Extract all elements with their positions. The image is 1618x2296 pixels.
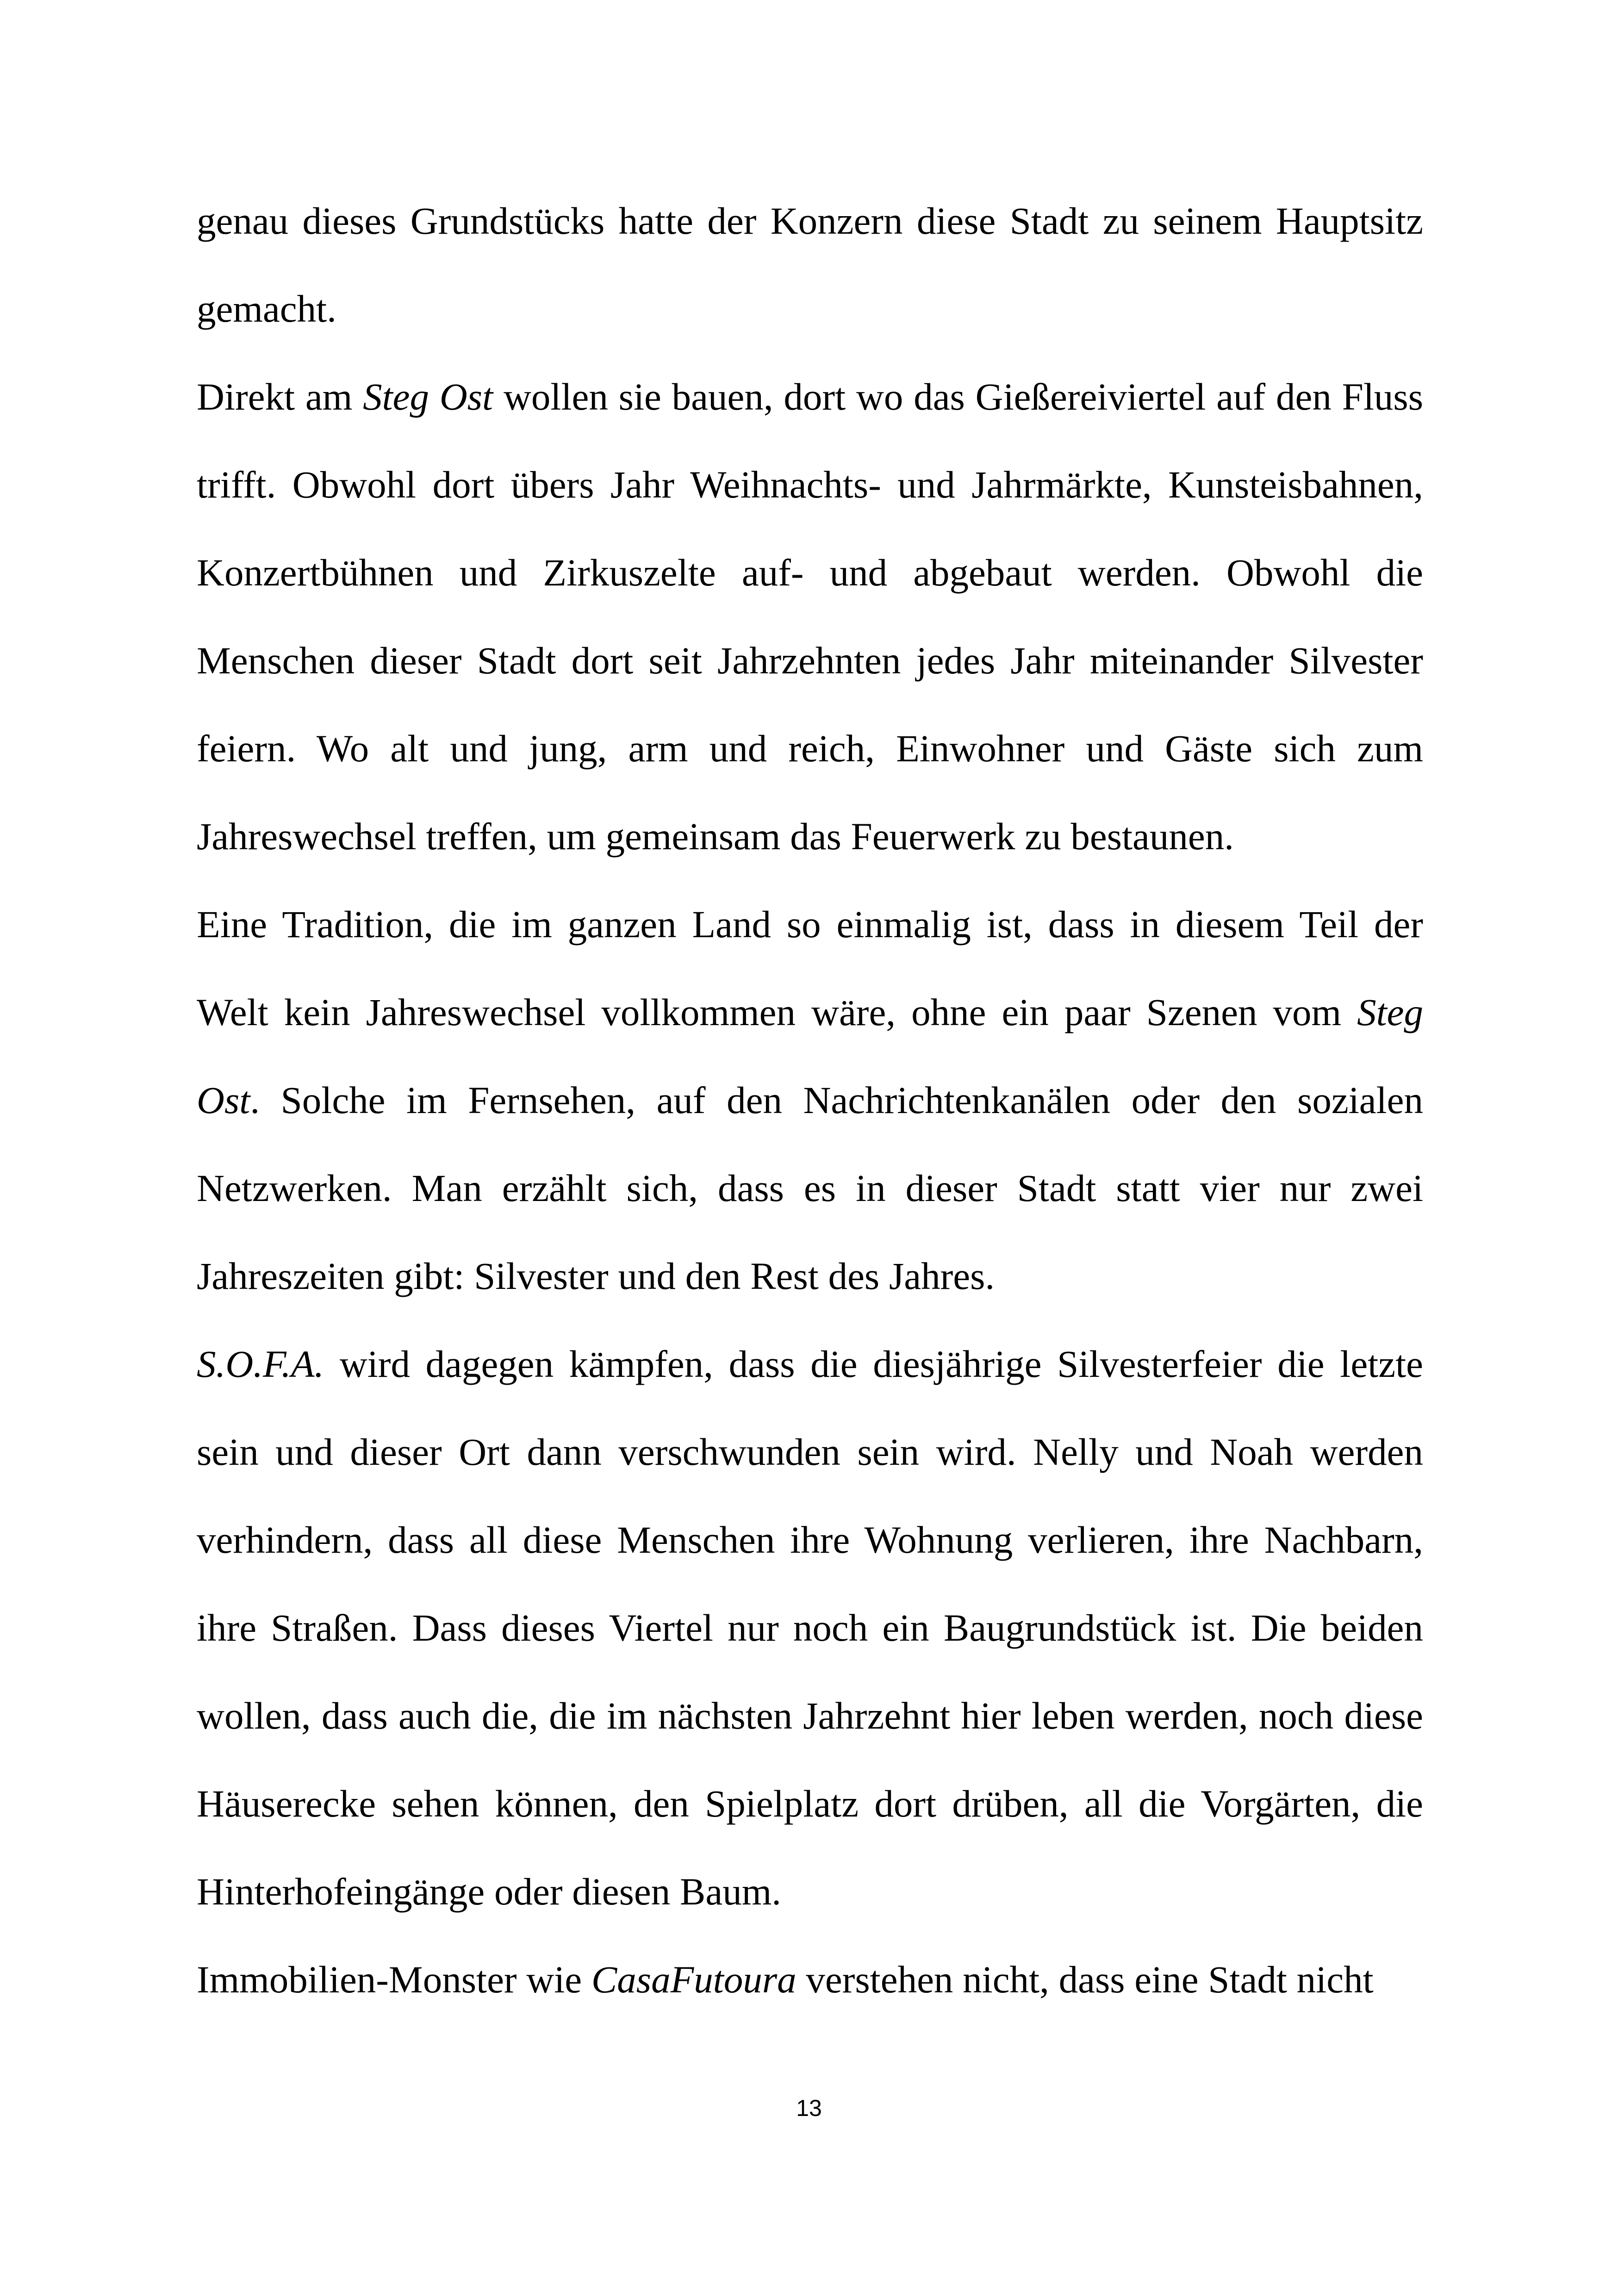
text-run: verstehen nicht, dass eine Stadt nicht (796, 1958, 1374, 2001)
text-run: genau dieses Grundstücks hatte der Konzern diese Stadt zu seinem Hauptsitz gemacht. (197, 199, 1423, 330)
text-run: . Solche im Fernsehen, auf den Nachrichtenkanälen oder den sozialen Netzwerken. Man erzählt sich, dass es in dieser Stadt statt vier nur zwei Jahreszeiten gibt: Silvester und den Rest des Jahres. (197, 1079, 1423, 1297)
paragraph-2 (197, 353, 1423, 880)
text-run: Direkt am (197, 375, 363, 418)
text-run: Eine Tradition, die im ganzen Land so einmalig ist, dass in diesem Teil der Welt kein Jahreswechsel vollkommen wäre, ohne ein paar Szenen vom (197, 903, 1423, 1033)
place-name-steg-ost: Steg Ost (197, 991, 1423, 1121)
paragraph-3 (197, 880, 1423, 1320)
body-text (197, 177, 1423, 2023)
org-name-sofa: S.O.F.A. (197, 1343, 324, 1385)
company-name-casafutoura: CasaFutoura (591, 1958, 797, 2001)
paragraph-1 (197, 177, 1423, 353)
text-run: wollen sie bauen, dort wo das Gießereiviertel auf den Fluss trifft. Obwohl dort übers Jahr Weihnachts- und Jahrmärkte, Kunsteisbahnen, Konzertbühnen und Zirkuszelte auf- und abgebaut werden. Obwohl die Menschen dieser Stadt dort seit Jahrzehnten jedes Jahr miteinander Silvester feiern. Wo alt und jung, arm und reich, Einwohner und Gäste sich zum Jahreswechsel treffen, um gemeinsam das Feuerwerk zu bestaunen. (197, 375, 1423, 858)
text-run: Immobilien-Monster wie (197, 1958, 591, 2001)
place-name-steg-ost: Steg Ost (363, 375, 493, 418)
paragraph-5 (197, 1935, 1423, 2023)
text-run: wird dagegen kämpfen, dass die diesjährige Silvesterfeier die letzte sein und dieser Ort dann verschwunden sein wird. Nelly und Noah werden verhindern, dass all diese Menschen ihre Wohnung verlieren, ihre Nachbarn, ihre Straßen. Dass dieses Viertel nur noch ein Baugrundstück ist. Die beiden wollen, dass auch die, die im nächsten Jahrzehnt hier leben werden, noch diese Häuserecke sehen können, den Spielplatz dort drüben, all die Vorgärten, die Hinterhofeingänge oder diesen Baum. (197, 1343, 1423, 1913)
page-number: 13 (796, 2095, 822, 2121)
paragraph-4 (197, 1320, 1423, 1935)
